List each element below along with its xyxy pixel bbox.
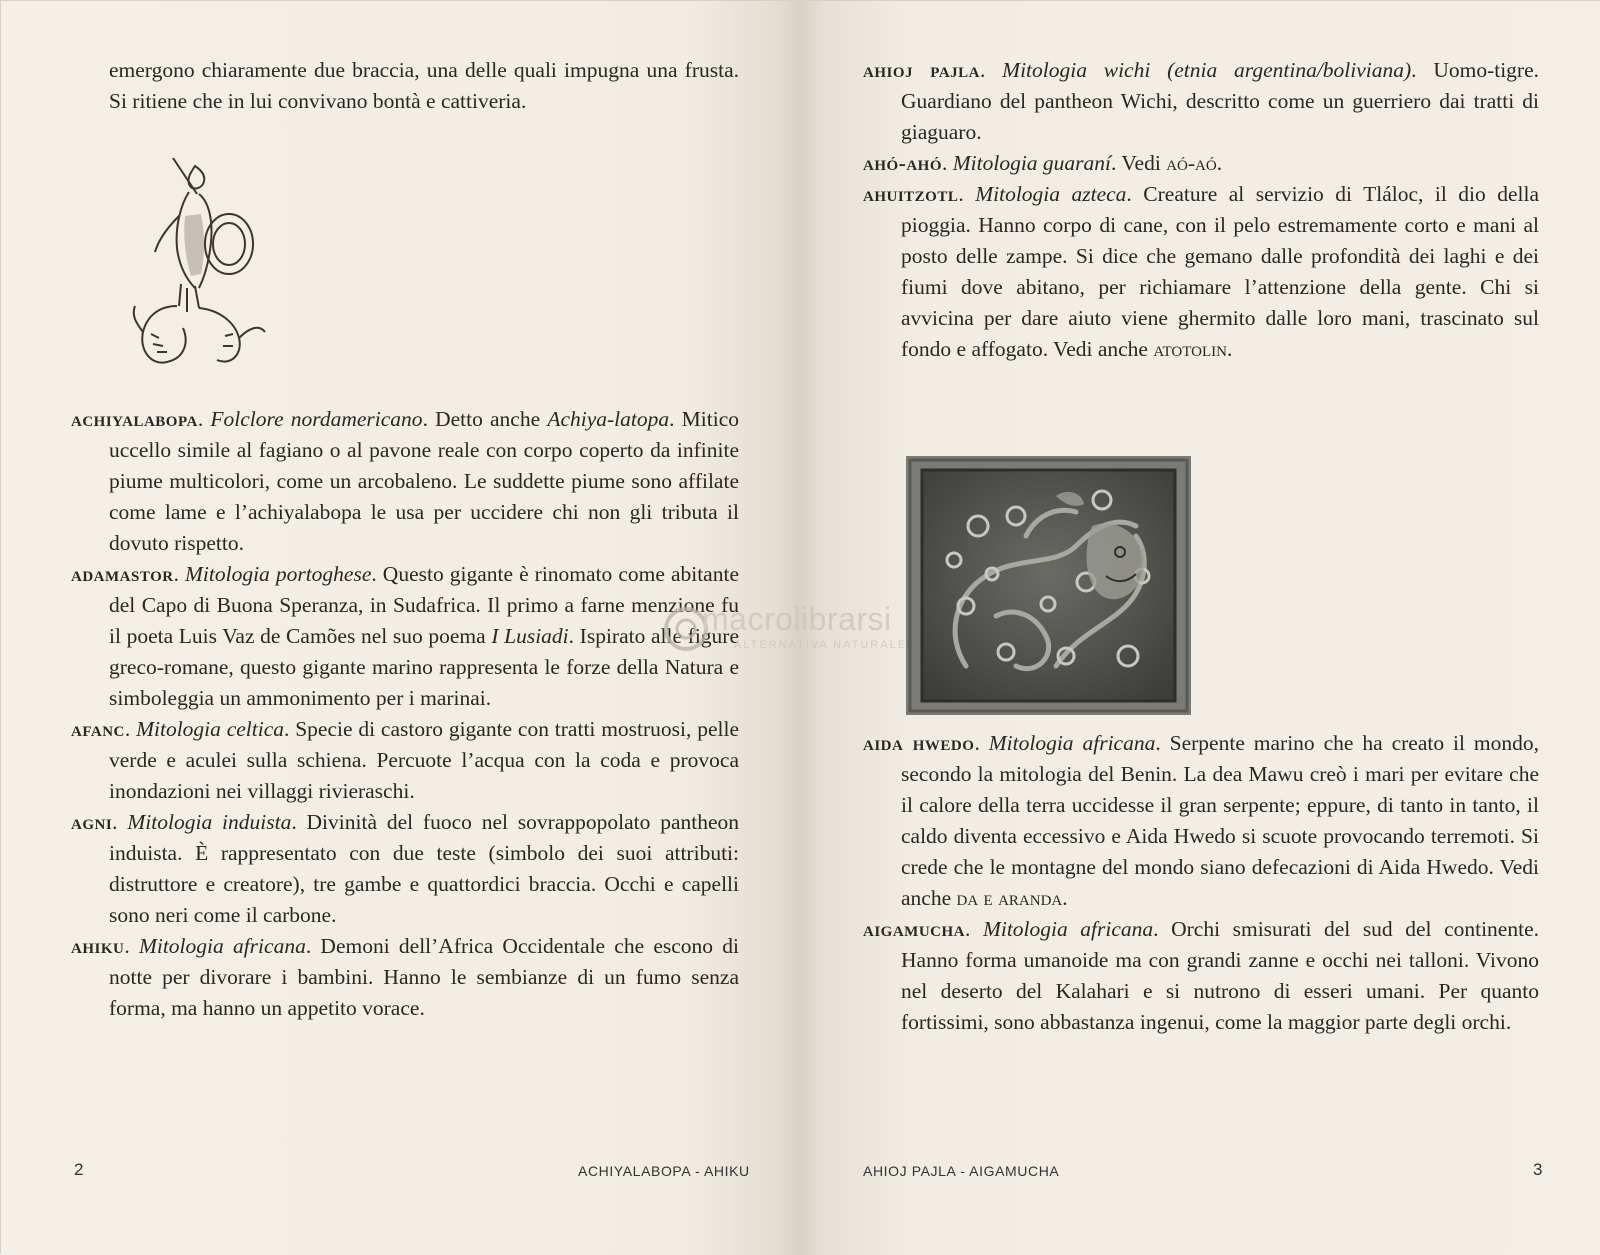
- stone-tile-relief-icon: [906, 456, 1191, 715]
- running-head: AHIOJ PAJLA - AIGAMUCHA: [863, 1163, 1060, 1179]
- watermark-brand: macrolibrarsi: [702, 601, 892, 637]
- entry-headword: afanc: [71, 717, 125, 741]
- watermark: [656, 599, 966, 659]
- entry-headword: achiyalabopa: [71, 407, 198, 431]
- entry-achiyalabopa: achiyalabopa. Folclore nordamericano. Detto anche Achiya-latopa. Mitico uccello simile al fagiano o al pavone reale con corpo coperto da infinite piume multicolori, come un arcobaleno. Le suddette piume sono affilate come lame e l’achiyalabopa le usa per uccidere chi non gli tributa il dovuto rispetto.: [71, 407, 739, 555]
- entry-domain: Mitologia africana: [988, 731, 1156, 755]
- entry-ahioj-pajla: ahioj pajla. Mitologia wichi (etnia argentina/boliviana). Uomo-tigre. Guardiano del pantheon Wichi, descritto come un guerriero dai tratti di giaguaro.: [863, 58, 1540, 144]
- page-number: 2: [74, 1160, 84, 1179]
- cross-reference: da e aranda: [956, 886, 1063, 910]
- entry-aida-hwedo: aida hwedo. Mitologia africana. Serpente marino che ha creato il mondo, secondo la mitologia del Benin. La dea Mawu creò i mari per evitare che il calore della terra uccidesse il gran serpente; eppure, di tanto in tanto, il caldo diventa eccessivo e Aida Hwedo si scuote provocando terremoti. Si crede che le montagne del mondo siano defecazioni di Aida Hwedo. Vedi anche da e aranda.: [863, 731, 1539, 910]
- cross-reference: aó-aó: [1166, 151, 1217, 175]
- entry-work-title: I Lusiadi: [491, 624, 569, 648]
- entry-headword: aigamucha: [863, 917, 965, 941]
- entry-aho-aho: ahó-ahó. Mitologia guaraní. Vedi aó-aó.: [863, 151, 1223, 175]
- entry-domain: Mitologia induista: [127, 810, 292, 834]
- entry-headword: ahiku: [71, 934, 125, 958]
- continuation-paragraph: emergono chiaramente due braccia, una delle quali impugna una frusta. Si ritiene che in lui convivano bontà e cattiveria.: [109, 58, 739, 113]
- right-page-text-top: [863, 55, 1539, 365]
- entry-adamastor: adamastor. Mitologia portoghese. Questo gigante è rinomato come abitante del Capo di Buona Speranza, in Sudafrica. Il primo a farne menzione fu il poeta Luis Vaz de Camões nel suo poema I Lusiadi. Ispirato alle figure greco-romane, questo gigante marino rappresenta le forze della Natura e simboleggia un ammonimento per i marinai.: [71, 562, 739, 710]
- entry-headword: agni: [71, 810, 113, 834]
- entry-domain: Folclore nordamericano: [210, 407, 423, 431]
- page-number: 3: [1533, 1160, 1543, 1179]
- entry-ahuitzotl: ahuitzotl. Mitologia azteca. Creature al servizio di Tláloc, il dio della pioggia. Hanno corpo di cane, con il pelo estremamente corto e mani al posto delle zampe. Si dice che gemano dalle profondità dei laghi e dei fiumi dove abitano, per richiamare l’attenzione della gente. Chi si avvicina per dare aiuto viene ghermito dalle loro mani, trascinato sul fondo e affogato. Vedi anche atotolin.: [863, 182, 1539, 361]
- entry-headword: ahioj pajla: [863, 58, 980, 82]
- entry-headword: ahó-ahó: [863, 151, 942, 175]
- entry-alt-name: Achiya-latopa: [547, 407, 670, 431]
- right-page-text-bottom: [863, 728, 1539, 1038]
- entry-domain: Mitologia guaraní: [952, 151, 1112, 175]
- entry-aigamucha: aigamucha. Mitologia africana. Orchi smisurati del sud del continente. Hanno forma umanoide ma con grandi zanne e occhi nei talloni. Vivono nel deserto del Kalahari e si nutrono di esseri umani. Per quanto fortissimi, sono abbastanza ingenui, come la maggior parte degli orchi.: [863, 917, 1539, 1034]
- entry-domain: Mitologia wichi (etnia argentina/boliviana): [1002, 58, 1412, 82]
- entry-afanc: afanc. Mitologia celtica. Specie di castoro gigante con tratti mostruosi, pelle verde e aculei sulla schiena. Percuote l’acqua con la coda e provoca inondazioni nei villaggi rivieraschi.: [71, 717, 740, 803]
- entry-ahiku: ahiku. Mitologia africana. Demoni dell’Africa Occidentale che escono di notte per divorare i bambini. Hanno le sembianze di un fumo senza forma, ma hanno un appetito vorace.: [71, 934, 739, 1020]
- entry-domain: Mitologia africana: [982, 917, 1154, 941]
- running-head: ACHIYALABOPA - AHIKU: [578, 1163, 750, 1179]
- entry-headword: adamastor: [71, 562, 174, 586]
- cross-reference: atotolin: [1153, 337, 1227, 361]
- entry-headword: aida hwedo: [863, 731, 975, 755]
- entry-domain: Mitologia portoghese: [185, 562, 372, 586]
- entry-domain: Mitologia celtica: [136, 717, 285, 741]
- entry-domain: Mitologia africana: [138, 934, 306, 958]
- entry-headword: ahuitzotl: [863, 182, 959, 206]
- left-page-text: [71, 55, 739, 1024]
- watermark-tagline: ALTERNATIVA NATURALE: [734, 639, 908, 651]
- entry-agni: agni. Mitologia induista. Divinità del fuoco nel sovrappopolato pantheon induista. È rappresentato con due teste (simbolo dei suoi attributi: distruttore e creatore), tre gambe e quattordici braccia. Occhi e capelli sono neri come il carbone.: [71, 810, 740, 927]
- entry-domain: Mitologia azteca: [975, 182, 1127, 206]
